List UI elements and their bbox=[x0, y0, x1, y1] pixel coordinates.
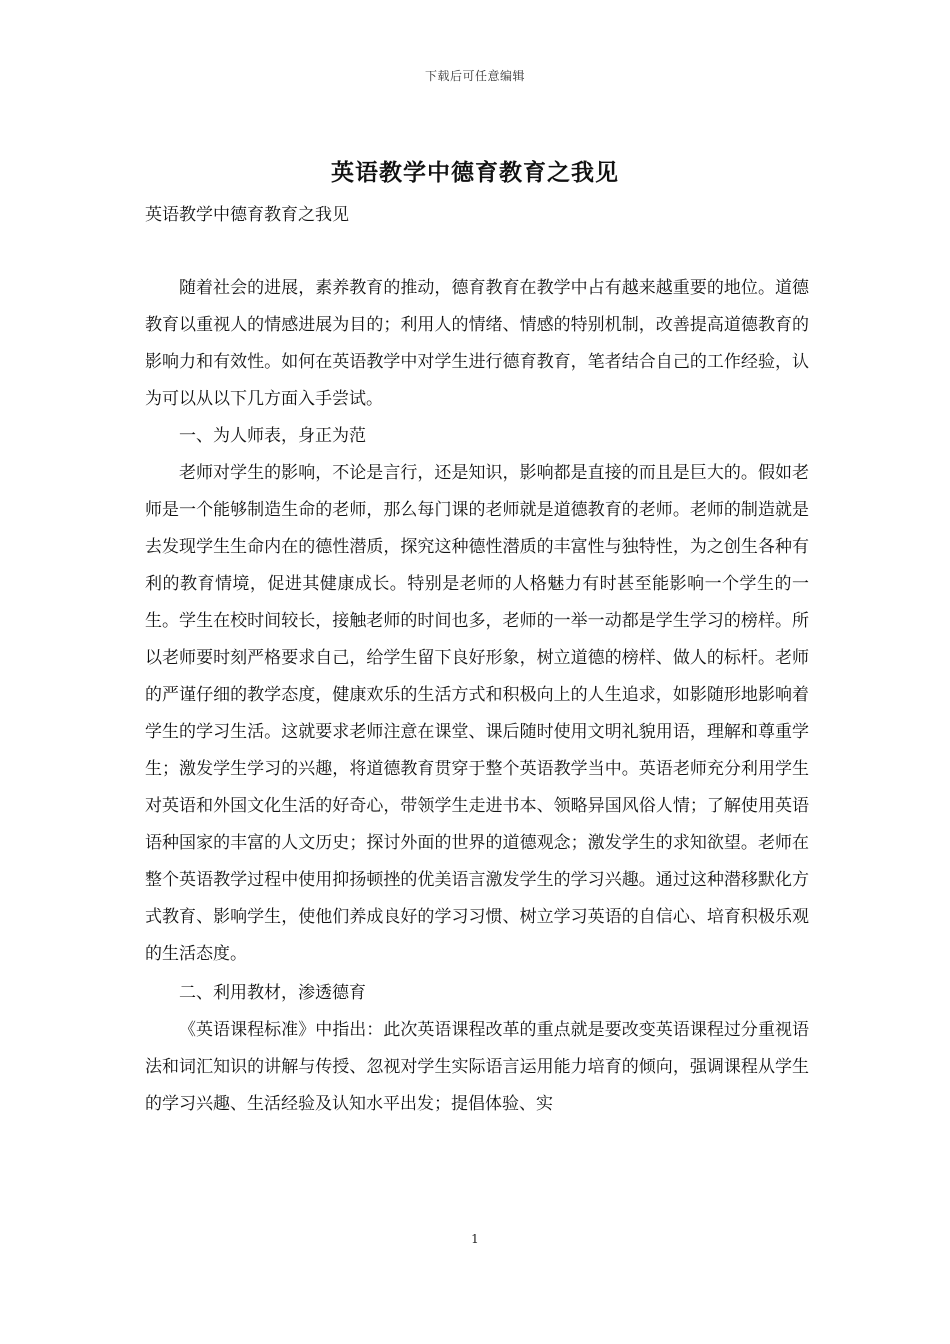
section1-paragraph: 老师对学生的影响，不论是言行，还是知识，影响都是直接的而且是巨大的。假如老师是一个能够制造生命的老师，那么每门课的老师就是道德教育的老师。老师的制造就是去发现学生生命内在的德性潜质，探究这种德性潜质的丰富性与独特性，为之创生各种有利的教育情境，促进其健康成长。特别是老师的人格魅力有时甚至能影响一个学生的一生。学生在校时间较长，接触老师的时间也多，老师的一举一动都是学生学习的榜样。所以老师要时刻严格要求自己，给学生留下良好形象，树立道德的榜样、做人的标杆。老师的严谨仔细的教学态度，健康欢乐的生活方式和积极向上的人生追求，如影随形地影响着学生的学习生活。这就要求老师注意在课堂、课后随时使用文明礼貌用语，理解和尊重学生；激发学生学习的兴趣，将道德教育贯穿于整个英语教学当中。英语老师充分利用学生对英语和外国文化生活的好奇心，带领学生走进书本、领略异国风俗人情；了解使用英语语种国家的丰富的人文历史；探讨外面的世界的道德观念；激发学生的求知欲望。老师在整个英语教学过程中使用抑扬顿挫的优美语言激发学生的学习兴趣。通过这种潜移默化方式教育、影响学生，使他们养成良好的学习习惯、树立学习英语的自信心、培育积极乐观的生活态度。 bbox=[145, 463, 809, 964]
page-number: 1 bbox=[471, 1232, 479, 1246]
document-subtitle: 英语教学中德育教育之我见 bbox=[145, 205, 349, 225]
document-title: 英语教学中德育教育之我见 bbox=[331, 159, 619, 186]
header-note: 下载后可任意编辑 bbox=[424, 69, 525, 83]
section2-heading: 二、利用教材，渗透德育 bbox=[179, 983, 366, 1003]
section2-paragraph: 《英语课程标准》中指出：此次英语课程改革的重点就是要改变英语课程过分重视语法和词汇知识的讲解与传授、忽视对学生实际语言运用能力培育的倾向，强调课程从学生的学习兴趣、生活经验及认知水平出发；提倡体验、实 bbox=[145, 1020, 809, 1114]
section1-heading: 一、为人师表，身正为范 bbox=[179, 426, 366, 446]
document-body bbox=[145, 270, 809, 1123]
intro-paragraph: 随着社会的进展，素养教育的推动，德育教育在教学中占有越来越重要的地位。道德教育以重视人的情感进展为目的；利用人的情绪、情感的特别机制，改善提高道德教育的影响力和有效性。如何在英语教学中对学生进行德育教育，笔者结合自己的工作经验，认为可以从以下几方面入手尝试。 bbox=[145, 278, 809, 409]
